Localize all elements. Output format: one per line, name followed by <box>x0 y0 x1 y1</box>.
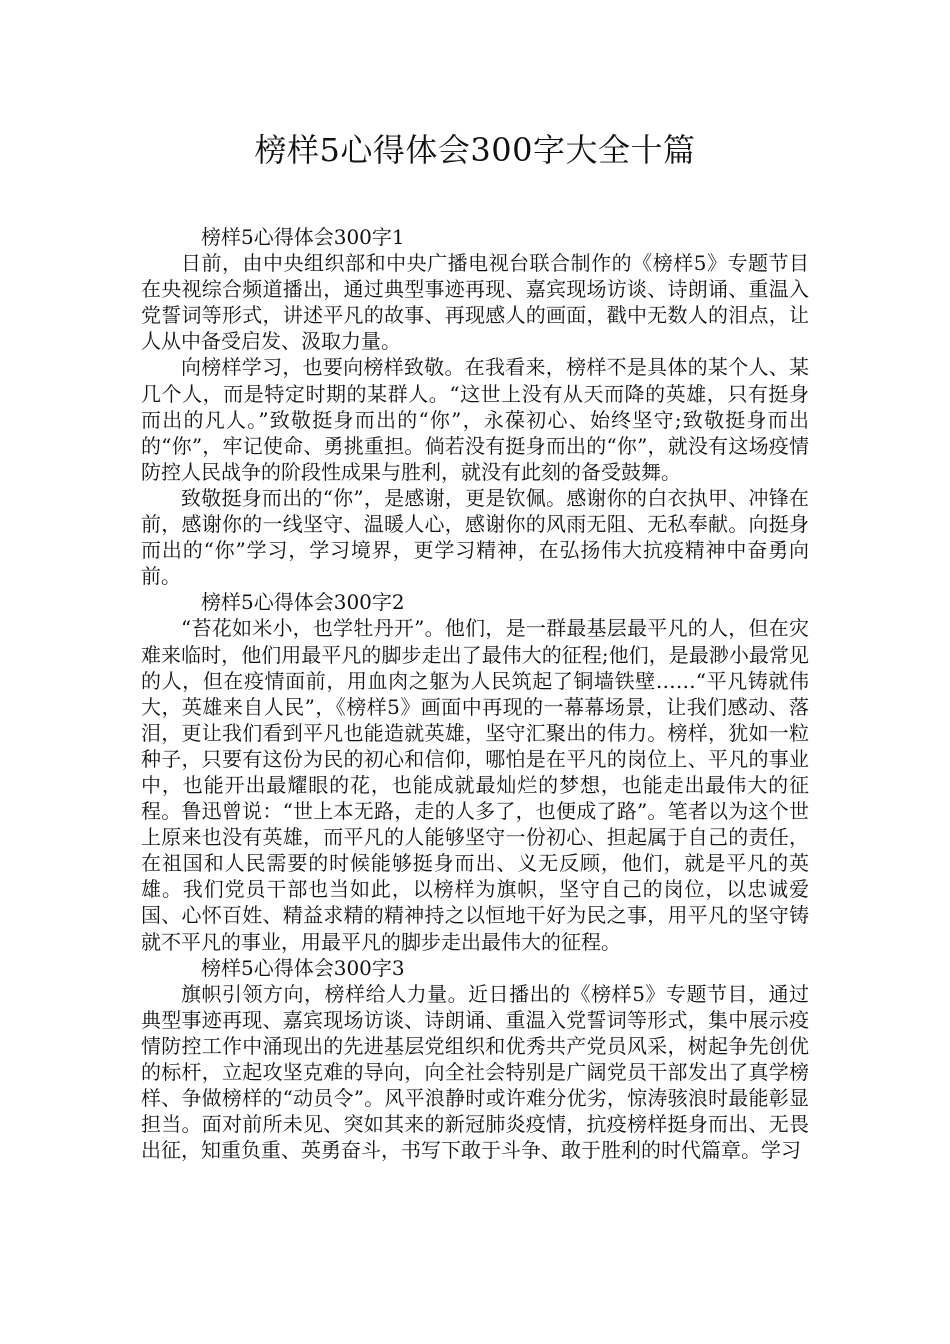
document-title: 榜样5心得体会300字大全十篇 <box>254 131 696 169</box>
paragraph: 向榜样学习，也要向榜样致敬。在我看来，榜样不是具体的某个人、某几个人，而是特定时期的某群人。“这世上没有从天而降的英雄，只有挺身而出的凡人。”致敬挺身而出的“你”，永葆初心、始终坚守;致敬挺身而出的“你”，牢记使命、勇挑重担。倘若没有挺身而出的“你”，就没有这场疫情防控人民战争的阶段性成果与胜利，就没有此刻的备受鼓舞。 <box>141 355 809 484</box>
paragraph: 日前，由中央组织部和中央广播电视台联合制作的《榜样5》专题节目在央视综合频道播出，通过典型事迹再现、嘉宾现场访谈、诗朗诵、重温入党誓词等形式，讲述平凡的故事、再现感人的画面，戳中无数人的泪点，让人从中备受启发、汲取力量。 <box>141 251 809 354</box>
document-body <box>141 224 809 1163</box>
section-heading: 榜样5心得体会300字2 <box>201 590 405 615</box>
paragraph: “苔花如米小，也学牡丹开”。他们，是一群最基层最平凡的人，但在灾难来临时，他们用最平凡的脚步走出了最伟大的征程;他们，是最渺小最常见的人，但在疫情面前，用血肉之躯为人民筑起了铜墙铁壁……“平凡铸就伟大，英雄来自人民”，《榜样5》画面中再现的一幕幕场景，让我们感动、落泪，更让我们看到平凡也能造就英雄，坚守汇聚出的伟力。榜样，犹如一粒种子，只要有这份为民的初心和信仰，哪怕是在平凡的岗位上、平凡的事业中，也能开出最耀眼的花，也能成就最灿烂的梦想，也能走出最伟大的征程。鲁迅曾说：“世上本无路，走的人多了，也便成了路”。笔者以为这个世上原来也没有英雄，而平凡的人能够坚守一份初心、担起属于自己的责任，在祖国和人民需要的时候能够挺身而出、义无反顾，他们，就是平凡的英雄。我们党员干部也当如此，以榜样为旗帜，坚守自己的岗位，以忠诚爱国、心怀百姓、精益求精的精神持之以恒地干好为民之事，用平凡的坚守铸就不平凡的事业，用最平凡的脚步走出最伟大的征程。 <box>141 616 809 954</box>
paragraph: 致敬挺身而出的“你”，是感谢，更是钦佩。感谢你的白衣执甲、冲锋在前，感谢你的一线坚守、温暖人心，感谢你的风雨无阻、无私奉献。向挺身而出的“你”学习，学习境界，更学习精神，在弘扬伟大抗疫精神中奋勇向前。 <box>141 485 809 589</box>
paragraph: 旗帜引领方向，榜样给人力量。近日播出的《榜样5》专题节目，通过典型事迹再现、嘉宾现场访谈、诗朗诵、重温入党誓词等形式，集中展示疫情防控工作中涌现出的先进基层党组织和优秀共产党员风采，树起争先创优的标杆，立起攻坚克难的导向，向全社会特别是广阔党员干部发出了真学榜样、争做榜样的“动员令”。风平浪静时或许难分优劣，惊涛骇浪时最能彰显担当。面对前所未见、突如其来的新冠肺炎疫情，抗疫榜样挺身而出、无畏出征，知重负重、英勇奋斗，书写下敢于斗争、敢于胜利的时代篇章。学习 <box>141 981 809 1163</box>
section-heading: 榜样5心得体会300字1 <box>201 225 405 249</box>
section-heading: 榜样5心得体会300字3 <box>201 955 405 980</box>
